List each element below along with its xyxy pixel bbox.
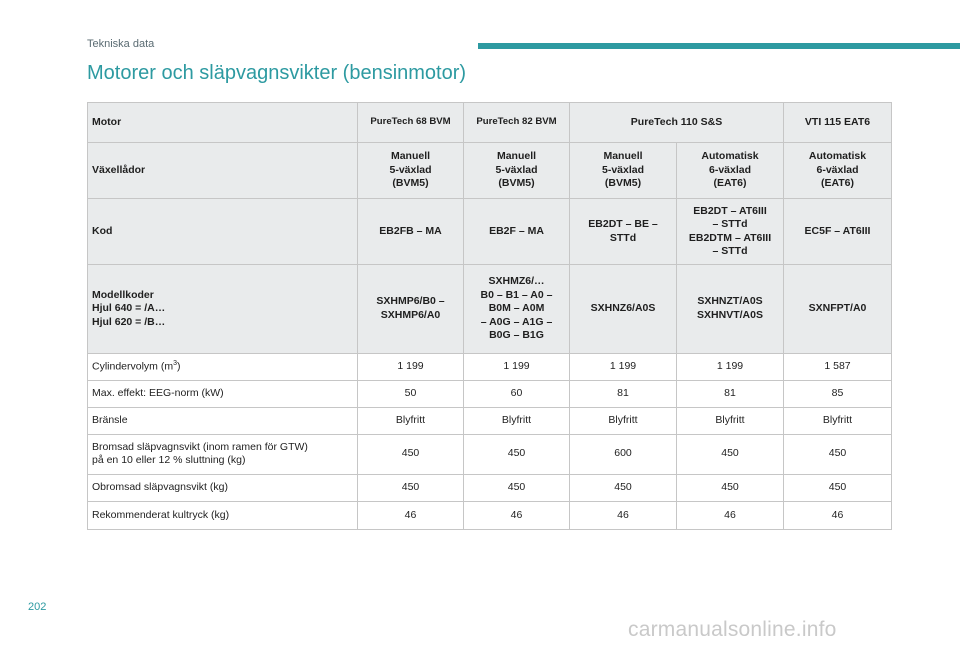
- table-cell: 1 199: [464, 353, 570, 380]
- table-cell: 450: [358, 474, 464, 501]
- header-cell: PureTech 68 BVM: [358, 103, 464, 143]
- page-title: Motorer och släpvagnsvikter (bensinmotor): [87, 62, 467, 84]
- table-cell: Blyfritt: [358, 407, 464, 434]
- table-row: [88, 501, 892, 529]
- table-cell: Blyfritt: [784, 407, 892, 434]
- table-cell: 60: [464, 380, 570, 407]
- row-label: Bromsad släpvagnsvikt (inom ramen för GTW) på en 10 eller 12 % sluttning (kg): [88, 434, 358, 474]
- table-cell: 50: [358, 380, 464, 407]
- table-cell: 450: [784, 474, 892, 501]
- header-cell: SXHNZT/A0S SXHNVT/A0S: [677, 265, 784, 353]
- section-label: Tekniska data: [87, 38, 155, 50]
- header-cell: PureTech 110 S&S: [570, 103, 784, 143]
- header-row-motor: [88, 103, 892, 143]
- header-cell: SXNFPT/A0: [784, 265, 892, 353]
- header-row-code: [88, 199, 892, 265]
- table-cell: 46: [464, 501, 570, 529]
- table-row: [88, 407, 892, 434]
- header-cell: EB2DT – AT6III – STTd EB2DTM – AT6III – STTd: [677, 199, 784, 265]
- table-cell: 450: [464, 474, 570, 501]
- table-cell: 81: [677, 380, 784, 407]
- table-cell: 1 587: [784, 353, 892, 380]
- table-row: [88, 353, 892, 380]
- table-cell: 1 199: [677, 353, 784, 380]
- table-cell: 46: [784, 501, 892, 529]
- header-cell: EB2F – MA: [464, 199, 570, 265]
- header-cell: SXHMP6/B0 – SXHMP6/A0: [358, 265, 464, 353]
- header-cell: Automatisk 6-växlad (EAT6): [784, 143, 892, 199]
- header-cell: EB2DT – BE – STTd: [570, 199, 677, 265]
- header-cell: EC5F – AT6III: [784, 199, 892, 265]
- header-row-label: Kod: [88, 199, 358, 265]
- header-row-model-codes: [88, 265, 892, 353]
- table-cell: 450: [570, 474, 677, 501]
- row-label: Cylindervolym $(m^3)$: [88, 353, 358, 380]
- table-cell: 450: [784, 434, 892, 474]
- header-cell: Manuell 5-växlad (BVM5): [570, 143, 677, 199]
- table-cell: 1 199: [358, 353, 464, 380]
- header-row-label: Modellkoder Hjul 640 = /A… Hjul 620 = /B…: [88, 265, 358, 353]
- header-cell: EB2FB – MA: [358, 199, 464, 265]
- table-cell: Blyfritt: [464, 407, 570, 434]
- table-cell: 46: [570, 501, 677, 529]
- table-cell: 46: [358, 501, 464, 529]
- header-row-gearbox: [88, 143, 892, 199]
- header-cell: SXHNZ6/A0S: [570, 265, 677, 353]
- row-label: Max. effekt: EEG-norm (kW): [88, 380, 358, 407]
- table-cell: 450: [677, 474, 784, 501]
- table-cell: 450: [677, 434, 784, 474]
- table-row: [88, 434, 892, 474]
- header-cell: PureTech 82 BVM: [464, 103, 570, 143]
- header-accent-bar: [478, 43, 960, 49]
- table-row: [88, 380, 892, 407]
- row-label: Obromsad släpvagnsvikt (kg): [88, 474, 358, 501]
- row-label: Bränsle: [88, 407, 358, 434]
- header-cell: Manuell 5-växlad (BVM5): [358, 143, 464, 199]
- header-cell: Automatisk 6-växlad (EAT6): [677, 143, 784, 199]
- table-cell: 1 199: [570, 353, 677, 380]
- watermark: carmanualsonline.info: [628, 618, 837, 641]
- table-cell: 46: [677, 501, 784, 529]
- header-cell: VTI 115 EAT6: [784, 103, 892, 143]
- table-cell: Blyfritt: [677, 407, 784, 434]
- row-label: Rekommenderat kultryck (kg): [88, 501, 358, 529]
- table-row: [88, 474, 892, 501]
- header-row-label: Växellådor: [88, 143, 358, 199]
- table-cell: 450: [464, 434, 570, 474]
- table-cell: 81: [570, 380, 677, 407]
- header-row-label: Motor: [88, 103, 358, 143]
- engine-specs-table: [87, 102, 892, 530]
- table-cell: 600: [570, 434, 677, 474]
- header-cell: SXHMZ6/… B0 – B1 – A0 – B0M – A0M – A0G – A1G – B0G – B1G: [464, 265, 570, 353]
- table-cell: 85: [784, 380, 892, 407]
- page-number: 202: [28, 601, 47, 613]
- table-cell: Blyfritt: [570, 407, 677, 434]
- table-cell: 450: [358, 434, 464, 474]
- header-cell: Manuell 5-växlad (BVM5): [464, 143, 570, 199]
